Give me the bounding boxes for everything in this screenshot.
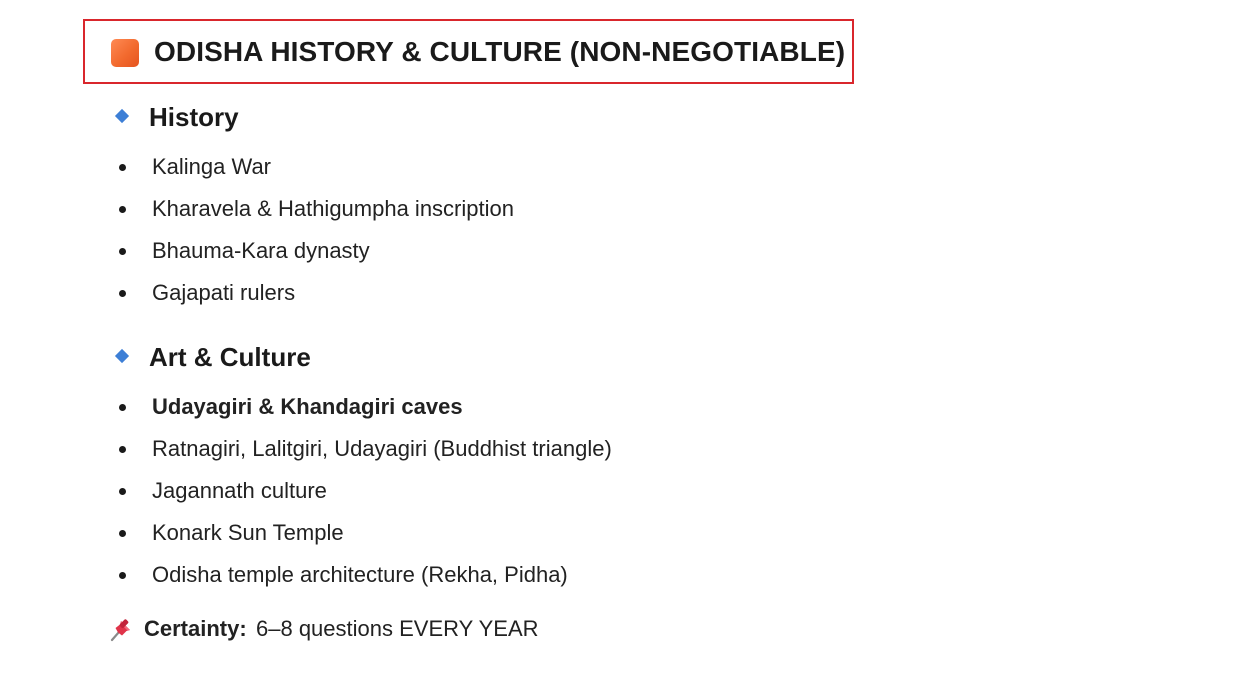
- blue-diamond-icon: [115, 349, 129, 363]
- bullet-icon: [119, 572, 126, 579]
- list-item: [117, 517, 612, 559]
- certainty-label: Certainty:: [144, 616, 247, 641]
- list-item-text: Bhauma-Kara dynasty: [152, 238, 370, 263]
- list-item: [117, 391, 612, 433]
- page-title: ODISHA HISTORY & CULTURE (NON-NEGOTIABLE): [154, 36, 846, 67]
- section-title: History: [149, 102, 239, 132]
- list-item-text: Ratnagiri, Lalitgiri, Udayagiri (Buddhist triangle): [152, 436, 612, 461]
- orange-square-icon: [111, 39, 139, 67]
- list-item-text: Konark Sun Temple: [152, 520, 344, 545]
- art-culture-list: [117, 391, 612, 601]
- bullet-icon: [119, 488, 126, 495]
- history-list: [117, 151, 514, 319]
- list-item: [117, 193, 514, 235]
- certainty-value: 6–8 questions EVERY YEAR: [256, 616, 539, 641]
- list-item-text: Kalinga War: [152, 154, 272, 179]
- blue-diamond-icon: [115, 109, 129, 123]
- list-item: [117, 235, 514, 277]
- list-item: [117, 433, 612, 475]
- section-title: Art & Culture: [149, 342, 311, 372]
- bullet-icon: [119, 164, 126, 171]
- list-item: [117, 277, 514, 319]
- bullet-icon: [119, 530, 126, 537]
- bullet-icon: [119, 248, 126, 255]
- list-item-text: Gajapati rulers: [152, 280, 296, 305]
- list-item-text: Kharavela & Hathigumpha inscription: [152, 196, 514, 221]
- title-box: [83, 19, 854, 84]
- list-item: [117, 475, 612, 517]
- list-item: [117, 151, 514, 193]
- bullet-icon: [119, 206, 126, 213]
- list-item-text: Udayagiri & Khandagiri caves: [152, 394, 463, 419]
- bullet-icon: [119, 290, 126, 297]
- list-item-text: Jagannath culture: [152, 478, 327, 503]
- bullet-icon: [119, 404, 126, 411]
- list-item-text: Odisha temple architecture (Rekha, Pidha): [152, 562, 568, 587]
- pushpin-icon: [108, 617, 134, 643]
- bullet-icon: [119, 446, 126, 453]
- list-item: [117, 559, 612, 601]
